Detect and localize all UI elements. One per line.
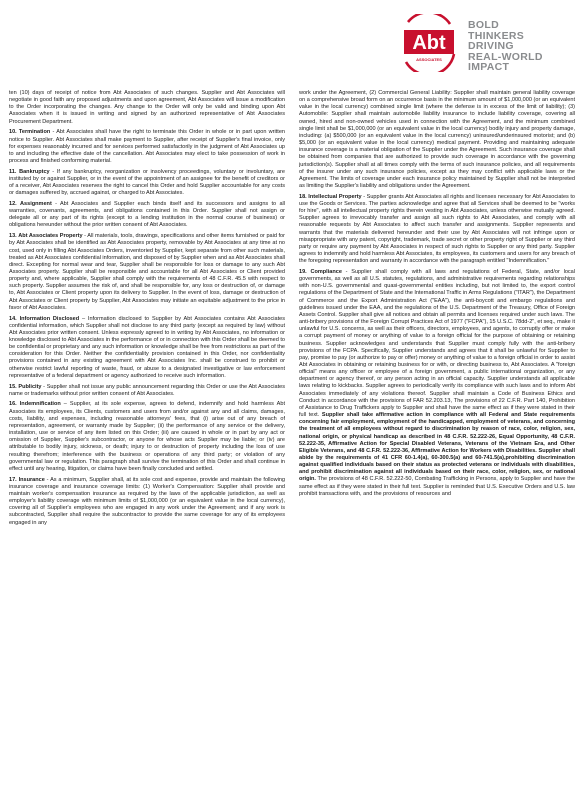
- section-heading: Insurance: [18, 476, 45, 483]
- section-text: - Supplier grants Abt Associates all rights and licenses necessary for Abt Associates to use the Goods or Services. The parties acknowledge and agree that all Services shall be deemed to be "works for hire", with all intellectual property rights therein vesting in Abt Associates, unless otherwise mutually agreed. Supplier agrees to irrevocably transfer and assign all such rights to Abt Associates, and comply with all reasonable requests by Abt Associates to affect such transfer and assignments. Supplier represents and warrants that the materials delivered hereunder and their use by Abt Associates will not infringe upon or misappropriate with any patent, copyright, trademark, trade secret or other property right of Supplier or any third party or require any payment by Abt Associates in respect of such rights to Supplier or any third party. Supplier agrees to indemnify and hold harmless Abt Associates, its employees, its customers and users for any breach of the foregoing representation and warranty in accordance with the paragraph entitled "Indemnification.": [299, 193, 575, 265]
- section-heading: Termination: [18, 129, 51, 136]
- brand-tagline: [468, 20, 578, 73]
- section-text: – Information disclosed to Supplier by Abt Associates contains Abt Associates confidential information, which Supplier shall not disclose to any third party (except as required by law) without Abt Associates prior written consent. Unless expressly agreed to in writing by Abt Associates, no information or knowledge disclosed to Abt Associates in the performance of or in connection with this Order shall be deemed to be confidential or proprietary and any such information or knowledge shall be free from restrictions as part of the consideration for this Order. Neither the confidentiality provision contained in this Order, nor confidentiality provisions contained in any existing agreement with Abt Associates Inc. shall be construed to prohibit or otherwise restrict lawful reporting of waste, fraud, or abuse to a designated investigative or law enforcement representative of a federal department or agency authorized to receive such information.: [9, 315, 285, 379]
- section-heading: Indemnification: [19, 401, 61, 408]
- section-number: 17.: [9, 476, 17, 483]
- abt-associates-logo: [396, 14, 460, 72]
- tagline-line: REAL-WORLD: [468, 50, 543, 63]
- section-insurance: [9, 477, 285, 527]
- tagline-line: DRIVING: [468, 40, 514, 52]
- section-compliance: [299, 269, 575, 498]
- section-heading: Compliance: [310, 268, 342, 275]
- section-number: 12.: [9, 200, 17, 207]
- section-text: - Abt Associates and Supplier each binds itself and its successors and assigns to all warranties, covenants, agreements, and obligations contained in this Order. Supplier shall not assign or delegate all or any part of its rights (except to a lending institution in the normal course of business) or obligations hereunder without the prior written consent of Abt Associates.: [9, 200, 285, 229]
- section-termination: [9, 129, 285, 165]
- section-heading: Assignment: [20, 200, 52, 207]
- section-heading: Abt Associates Property: [18, 233, 83, 240]
- section-heading: Intellectual Property: [308, 193, 362, 200]
- right-column: [299, 90, 575, 798]
- section-information-disclosed: [9, 316, 285, 380]
- tagline-line: IMPACT: [468, 61, 510, 73]
- section-text: - Abt Associates shall have the right to terminate this Order in whole or in part upon written notice to Supplier. Abt Associates shall make payment to Supplier, after receipt of Supplier's final invoice, only for expenses reasonably incurred and for services performed satisfactorily in the judgment of Abt Associates up to and including the effective date of the cancellation. Abt Associates may elect to take possession of work in process and finished conforming material.: [9, 129, 285, 164]
- logo-text: Abt: [412, 32, 446, 54]
- section-intellectual-property: [299, 194, 575, 266]
- section-heading: Information Disclosed: [19, 315, 80, 322]
- section-indemnification: [9, 401, 285, 473]
- tagline-line: THINKERS: [468, 29, 525, 42]
- section-bankruptcy: [9, 169, 285, 198]
- continued-paragraph: work under the Agreement, (2) Commercial General Liability: Supplier shall maintain general liability coverage on a comprehensive broad form on an occurrence basis in the minimum amount of $1,000,000 (or an equivalent value in the local currency) combined single limit (where the defense is in excess of the limit of liability); (3) Automobile: Supplier shall maintain automobile liability insurance to include liability coverage, covering all owned, hired and non-owned vehicles used in connection with the Agreement, and the minimum combined single limit shall be $1,000,000 (or an equivalent value in the local currency) bodily injury and property damage, including: (a) $500,000 (or an equivalent value in the local currency) uninsured/underinsured motorist; and (b) $5,000 (or an equivalent value in the local currency) medical payment. Providing and maintaining adequate insurance coverage is a material obligation of the Supplier under the Agreement. Such insurance coverage shall be obtained from companies that are authorized to provide such coverage in accordance with the governing jurisdiction(s). Supplier shall at all times comply with the terms of such insurance policies, and all requirements of the insurer under any such insurance policies, except as they may conflict with applicable laws or the Agreement. The limits of coverage under each insurance policy maintained by Supplier shall not be interpreted as limiting the Supplier's liability and obligations under the Agreement.: [299, 90, 575, 190]
- section-number: 14.: [9, 315, 17, 322]
- section-number: 18.: [299, 193, 307, 200]
- section-number: 15.: [9, 383, 17, 390]
- logo-subtext: ASSOCIATES: [416, 57, 442, 62]
- page-header: [0, 0, 582, 86]
- section-number: 11.: [9, 168, 17, 175]
- section-heading: Bankruptcy: [19, 168, 50, 175]
- section-number: 16.: [9, 401, 17, 408]
- section-number: 10.: [9, 129, 17, 136]
- left-column: [9, 90, 285, 798]
- section-text: - As a minimum, Supplier shall, at its sole cost and expense, provide and maintain the following insurance coverage and insurance coverage limits: (1) Worker's Compensation: Supplier shall provide and maintain worker's compensation insurance as required by the laws of the applicable jurisdiction, as well as employer's liability coverage with minimum limits of $1,000,000 (or an equivalent value in the local currency), covering all of Supplier's employees who are engaged in any work under the Agreement; and if any work is subcontracted, Supplier shall require the subcontractor to provide the same coverage for any of its employees engaged in any: [9, 476, 285, 526]
- terms-body: [9, 90, 575, 798]
- section-publicity: [9, 384, 285, 398]
- section-abt-property: [9, 233, 285, 312]
- section-text: - Supplier shall comply with all laws and regulations of Federal, State, and/or local governments, as well as all U.S. statutes, regulations, and administrative requirements regarding relationships with non-U.S. governmental and quasi-governmental entities including, but not limited to, the export control regulations of the Department of State and the International Traffic in Arms Regulations ("ITAR"), the Department of Commerce and the Export Administration Act ("EAA"), the anti-boycott and embargo regulations and guidelines issued under the EAA, and the regulations of the U.S. Department of the Treasury, Office of Foreign Assets Control. Supplier shall give all notices and obtain all permits and licenses required under such laws. The anti-bribery provisions of the Foreign Corrupt Practices Act of 1977 ("FCPA"), 15 U.S.C. 78dd-2", et seq., make it unlawful for U.S. concerns, as well as their officers, directors, employees, and agents, to corruptly offer or make a corrupt payment of money or anything of value to a foreign official for the purpose of obtaining or retaining business. Supplier acknowledges and understands that Supplier must comply fully with the anti-bribery provisions of the FCPA. Specifically, Supplier understands and agrees that it shall be unlawful for Supplier to pay, promise to pay (or authorize to pay or offer) money or anything of value to a foreign official in order to assist Abt Associates in obtaining or retaining business for or with, or directing business to, Abt Associates. A "foreign official" means any officer or employee of a foreign government, a public international organization, or any department or agency thereof, or any person acting in an official capacity. Supplier understands all applicable laws relating to kickbacks. Supplier agrees to periodically verify its compliance with such laws and to inform Abt Associates immediately of any violations thereof. Supplier shall maintain a Code of Business Ethics and Conduct in accordance with the provisions of FAR 52.203.13, The provisions of 22 C.F.R. Part 140, Prohibition of Assistance to Drug Traffickers apply to Supplier and shall have the same effect as if they were stated in their full text.: [299, 268, 575, 419]
- section-number: 13.: [9, 233, 17, 240]
- section-bold-text: Supplier shall take affirmative action in compliance with all Federal and State requirements concerning fair employment, employment of the handicapped, employment of veterans, and concerning the treatment of all employees without regard to discrimination by reason of race, color, religion, sex, national origin, or physical handicap as described in 48 C.F.R. 52.222-26, Equal Opportunity, 48 C.F.R. 52.222-35, Affirmative Action for Special Disabled Veterans, Veterans of the Vietnam Era, and Other Eligible Veterans, and 48 C.F.R. 52.222-36, Affirmative Action for Workers with Disabilities. Supplier shall abide by the requirements of 41 CFR 60-1.4(a), 60-300.5(a) and 60-741.5(a),prohibiting discrimination against qualified individuals based on their status as protected veterans or individuals with disabilities, and prohibit discrimination against all individuals based on their race, color, religion, sex, or national origin.: [299, 412, 575, 483]
- section-text: - All materials, tools, drawings, specifications and other items furnished or paid for by Abt Associates shall be identified as Abt Associates property, removable by Abt Associates at any time at no cost, used only in filling Abt Associates Orders, inventoried by Supplier, kept separate from other such materials, treated as Abt Associates confidential information, and disposed of by Supplier when and as Abt Associates shall direct. Excepting for normal wear and tear, Supplier shall be responsible for loss or damage to any such Abt Associates property. Supplier shall be responsible and accountable for all Abt Associates or Client provided property and, where applicable, Supplier shall comply with the requirements of 48 C.F.R. 45.5 with respect to such property. Supplier assumes the risk of, and shall be responsible for, any loss or destruction of, or damage to, Abt Associates or Client property upon its delivery to Supplier. In the event of loss, damage or destruction of Abt Associates or Client property by Supplier, Abt Associates may initiate an equitable adjustment to the price in favor of Abt Associates.: [9, 233, 285, 311]
- tagline-line: BOLD: [468, 19, 499, 31]
- section-text: – Supplier, at its sole expense, agrees to defend, indemnify and hold harmless Abt Associates its employees, its Clients, customers and users from and/or against any and all claims, damages, costs, liability, and expenses, including reasonable attorneys' fees, that (i) arise out of any breach of representation, agreement, or warranty made by Supplier; (ii) the performance of any service or the delivery, installation, use or service of any item listed on this Order; (iii) are caused in whole or in part by any act or omission of Supplier, Supplier's subcontractor, or anyone for whose acts Supplier may be liable; or (iv) are attributable to bodily injury, sickness, or death; injury to or destruction of property including the loss of use resulting therefrom; interference with the business or operations of any third party; or violation of any governmental law or regulation. This paragraph shall survive the termination of this Order and shall continue in effect until any hearing, litigation, or claims have been finally concluded and settled.: [9, 401, 285, 472]
- section-heading: Publicity: [18, 383, 42, 390]
- section-text: - If any bankruptcy, reorganization or insolvency proceedings, voluntary or involuntary, are instituted by or against Supplier, or in the event of the appointment of an assignee for the benefit of creditors or of a receiver, Abt Associates reserves the right to cancel this Order and hold Supplier accountable for any costs or damages suffered by, accrued against, or charged to Abt Associates.: [9, 168, 285, 197]
- continued-paragraph: ten (10) days of receipt of notice from Abt Associates of such changes. Supplier and Abt Associates will negotiate in good faith any proposed adjustments and upon agreement, Abt Associates will issue a modification to the Order incorporating the changes. Any change to the Order will only be valid and binding upon Abt Associates when it is issued in writing and signed by an authorized representative of Abt Associates Procurement Department.: [9, 90, 285, 125]
- section-tail-text: The provisions of 48 C.F.R. 52.222-50, Combating Trafficking in Persons, apply to Supplier and have the same effect as if they were stated in their full text. Supplier is reminded that U.S. Executive Orders and U.S. law prohibit transactions with, and the provisions of resources and: [299, 476, 575, 497]
- section-number: 19.: [299, 268, 307, 275]
- section-assignment: [9, 201, 285, 230]
- section-text: - Supplier shall not issue any public announcement regarding this Order or use the Abt Associates name or trademarks without prior written consent of Abt Associates.: [9, 383, 285, 397]
